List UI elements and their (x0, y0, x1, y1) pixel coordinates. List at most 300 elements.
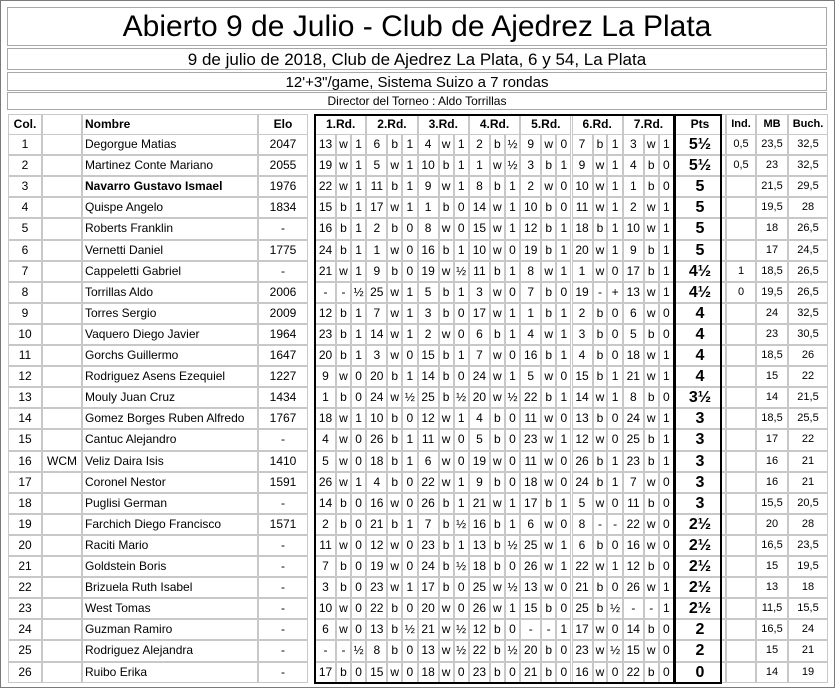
round-7-color: b (644, 155, 659, 176)
round-4-opponent: 22 (469, 640, 490, 662)
row-rank: 21 (8, 556, 42, 577)
round-7-result: 0 (659, 176, 674, 197)
round-5-opponent: 1 (520, 303, 541, 324)
row-points: 3½ (674, 387, 726, 408)
round-1-result: 0 (351, 598, 366, 619)
round-1-opponent: 12 (315, 303, 336, 324)
round-3-color: w (439, 218, 454, 240)
round-6-color: - (593, 282, 608, 303)
round-7-result: 1 (659, 282, 674, 303)
round-6-result: 1 (607, 218, 622, 240)
round-1-opponent: 13 (315, 134, 336, 155)
row-rank: 14 (8, 408, 42, 429)
round-3-result: 0 (454, 303, 469, 324)
round-2-opponent: 2 (366, 218, 387, 240)
row-mb: 15 (756, 556, 788, 577)
round-6-opponent: 9 (572, 155, 593, 176)
round-7-opponent: 24 (623, 408, 644, 429)
round-7-color: b (644, 556, 659, 577)
round-5-opponent: 3 (520, 155, 541, 176)
round-3-opponent: 2 (418, 324, 439, 345)
round-1-opponent: 11 (315, 535, 336, 556)
round-2-result: 1 (402, 176, 417, 197)
round-1-color: w (336, 535, 351, 556)
round-2-opponent: 26 (366, 429, 387, 451)
row-title (42, 282, 82, 303)
round-7-color: w (644, 282, 659, 303)
round-5-color: b (541, 387, 556, 408)
round-7-color: b (644, 429, 659, 451)
round-4-color: b (490, 619, 505, 640)
round-5-result: 0 (556, 640, 571, 662)
row-points: 2 (674, 640, 726, 662)
round-1-result: 1 (351, 197, 366, 218)
row-title (42, 493, 82, 514)
row-ind: 0 (726, 282, 756, 303)
round-4-color: w (490, 197, 505, 218)
round-7-opponent: 3 (623, 134, 644, 155)
row-title (42, 619, 82, 640)
round-3-result: 1 (454, 240, 469, 261)
round-7-color: w (644, 514, 659, 535)
row-mb: 16,5 (756, 535, 788, 556)
round-2-opponent: 21 (366, 514, 387, 535)
round-3-color: b (439, 366, 454, 387)
row-rank: 5 (8, 218, 42, 240)
round-7-color: w (644, 197, 659, 218)
round-5-opponent: 16 (520, 345, 541, 366)
row-ind (726, 514, 756, 535)
round-1-result: 0 (351, 577, 366, 598)
round-5-color: b (541, 493, 556, 514)
round-4-result: 0 (505, 408, 520, 429)
round-7-opponent: 26 (623, 577, 644, 598)
round-1-color: w (336, 408, 351, 429)
round-5-opponent: 12 (520, 218, 541, 240)
round-1-result: 1 (351, 345, 366, 366)
round-4-opponent: 10 (469, 240, 490, 261)
header-mb: MB (756, 114, 788, 135)
round-2-color: w (387, 387, 402, 408)
round-1-result: ½ (351, 640, 366, 662)
round-1-color: b (336, 662, 351, 683)
row-ind (726, 640, 756, 662)
round-2-color: b (387, 218, 402, 240)
row-title (42, 598, 82, 619)
round-4-result: 1 (505, 261, 520, 282)
round-3-result: ½ (454, 619, 469, 640)
round-7-color: w (644, 472, 659, 493)
round-6-color: b (593, 451, 608, 472)
round-6-result: 1 (607, 387, 622, 408)
round-5-color: w (541, 261, 556, 282)
row-rank: 23 (8, 598, 42, 619)
round-2-opponent: 20 (366, 366, 387, 387)
round-3-color: w (439, 598, 454, 619)
round-2-color: w (387, 324, 402, 345)
round-7-color: b (644, 619, 659, 640)
round-6-opponent: 11 (572, 197, 593, 218)
round-4-result: ½ (505, 577, 520, 598)
round-4-color: b (490, 429, 505, 451)
round-7-result: 1 (659, 218, 674, 240)
round-3-result: 0 (454, 366, 469, 387)
round-4-opponent: 11 (469, 261, 490, 282)
tournament-subtitle: 9 de julio de 2018, Club de Ajedrez La Plata, 6 y 54, La Plata (7, 48, 827, 70)
round-3-color: b (439, 556, 454, 577)
round-7-color: b (644, 662, 659, 683)
round-6-opponent: 23 (572, 640, 593, 662)
round-6-color: w (593, 197, 608, 218)
round-7-color: b (644, 493, 659, 514)
round-5-result: 1 (556, 261, 571, 282)
row-points: 3 (674, 408, 726, 429)
round-1-opponent: 6 (315, 619, 336, 640)
round-7-result: 0 (659, 303, 674, 324)
round-6-color: w (593, 261, 608, 282)
round-7-result: 0 (659, 472, 674, 493)
round-6-color: b (593, 598, 608, 619)
row-elo: 2047 (258, 134, 308, 155)
row-elo: 1591 (258, 472, 308, 493)
row-title (42, 240, 82, 261)
round-6-opponent: 20 (572, 240, 593, 261)
round-5-result: 1 (556, 387, 571, 408)
round-7-opponent: 10 (623, 218, 644, 240)
round-4-result: 0 (505, 619, 520, 640)
round-7-color: w (644, 535, 659, 556)
round-1-opponent: 5 (315, 451, 336, 472)
round-6-opponent: 19 (572, 282, 593, 303)
round-3-color: w (439, 472, 454, 493)
round-3-opponent: 10 (418, 155, 439, 176)
round-6-color: - (593, 514, 608, 535)
round-1-result: 0 (351, 556, 366, 577)
round-3-opponent: 20 (418, 598, 439, 619)
round-4-result: 0 (505, 282, 520, 303)
round-3-result: 0 (454, 218, 469, 240)
row-ind (726, 303, 756, 324)
round-5-opponent: 7 (520, 282, 541, 303)
row-player-name: Ruibo Erika (82, 662, 258, 683)
row-player-name: Cappeletti Gabriel (82, 261, 258, 282)
row-title (42, 218, 82, 240)
round-4-opponent: 5 (469, 429, 490, 451)
round-5-opponent: 18 (520, 472, 541, 493)
round-4-result: 0 (505, 345, 520, 366)
round-2-color: b (387, 366, 402, 387)
row-points: 3 (674, 493, 726, 514)
round-2-opponent: 3 (366, 345, 387, 366)
round-7-opponent: 12 (623, 556, 644, 577)
row-buch: 32,5 (788, 303, 828, 324)
row-mb: 23 (756, 155, 788, 176)
round-2-result: 0 (402, 345, 417, 366)
round-4-color: w (490, 387, 505, 408)
round-3-result: 1 (454, 472, 469, 493)
round-3-opponent: 12 (418, 408, 439, 429)
round-6-color: b (593, 324, 608, 345)
round-2-opponent: 6 (366, 134, 387, 155)
row-player-name: Guzman Ramiro (82, 619, 258, 640)
round-7-result: 1 (659, 429, 674, 451)
row-elo: - (258, 493, 308, 514)
round-2-color: b (387, 408, 402, 429)
row-points: 5 (674, 176, 726, 197)
row-player-name: Gorchs Guillermo (82, 345, 258, 366)
round-7-color: w (644, 345, 659, 366)
row-elo: - (258, 577, 308, 598)
round-1-opponent: 17 (315, 662, 336, 683)
round-7-opponent: 21 (623, 366, 644, 387)
row-ind (726, 662, 756, 683)
round-3-opponent: 5 (418, 282, 439, 303)
row-points: 5½ (674, 134, 726, 155)
row-title (42, 472, 82, 493)
row-mb: 11,5 (756, 598, 788, 619)
row-mb: 18,5 (756, 345, 788, 366)
round-3-result: 0 (454, 451, 469, 472)
round-5-result: 1 (556, 535, 571, 556)
round-6-result: 0 (607, 493, 622, 514)
round-2-result: 0 (402, 218, 417, 240)
round-7-result: 1 (659, 261, 674, 282)
round-5-opponent: 15 (520, 598, 541, 619)
round-3-result: ½ (454, 556, 469, 577)
row-title (42, 134, 82, 155)
row-title (42, 366, 82, 387)
round-4-color: b (490, 640, 505, 662)
row-points: 3 (674, 472, 726, 493)
round-7-result: 0 (659, 324, 674, 345)
row-ind (726, 387, 756, 408)
round-1-result: 0 (351, 619, 366, 640)
round-7-result: 0 (659, 556, 674, 577)
round-7-result: 0 (659, 640, 674, 662)
round-1-color: w (336, 472, 351, 493)
row-elo: - (258, 261, 308, 282)
round-1-result: 1 (351, 303, 366, 324)
round-1-opponent: 3 (315, 577, 336, 598)
round-7-color: b (644, 387, 659, 408)
round-5-color: w (541, 429, 556, 451)
round-1-color: - (336, 282, 351, 303)
round-5-result: 0 (556, 451, 571, 472)
header-round-4: 4.Rd. (469, 114, 520, 135)
round-2-color: b (387, 640, 402, 662)
round-3-result: 1 (454, 345, 469, 366)
round-4-result: ½ (505, 640, 520, 662)
round-2-result: 1 (402, 197, 417, 218)
round-1-opponent: 7 (315, 556, 336, 577)
round-4-result: 0 (505, 556, 520, 577)
round-4-color: w (490, 598, 505, 619)
round-6-result: 1 (607, 155, 622, 176)
round-1-opponent: 24 (315, 240, 336, 261)
round-3-result: 1 (454, 493, 469, 514)
round-2-opponent: 12 (366, 535, 387, 556)
round-4-opponent: 21 (469, 493, 490, 514)
round-6-color: b (593, 408, 608, 429)
round-7-color: - (644, 598, 659, 619)
round-5-color: b (541, 662, 556, 683)
round-4-result: 0 (505, 429, 520, 451)
round-4-color: w (490, 451, 505, 472)
round-1-result: 0 (351, 429, 366, 451)
row-ind (726, 493, 756, 514)
row-elo: 1571 (258, 514, 308, 535)
row-title (42, 197, 82, 218)
round-1-color: b (336, 556, 351, 577)
round-6-color: b (593, 134, 608, 155)
row-mb: 23 (756, 324, 788, 345)
row-buch: 30,5 (788, 324, 828, 345)
round-5-result: 1 (556, 303, 571, 324)
round-2-color: w (387, 577, 402, 598)
round-2-color: b (387, 451, 402, 472)
round-3-result: ½ (454, 640, 469, 662)
row-ind (726, 218, 756, 240)
header-title (42, 114, 82, 135)
round-3-color: b (439, 345, 454, 366)
round-3-color: b (439, 514, 454, 535)
round-7-result: 0 (659, 387, 674, 408)
row-mb: 23,5 (756, 134, 788, 155)
round-2-result: 0 (402, 240, 417, 261)
round-1-result: 0 (351, 514, 366, 535)
round-2-color: b (387, 134, 402, 155)
round-1-color: w (336, 451, 351, 472)
row-player-name: Coronel Nestor (82, 472, 258, 493)
round-5-result: 0 (556, 366, 571, 387)
row-points: 5½ (674, 155, 726, 176)
row-buch: 22 (788, 429, 828, 451)
round-3-color: w (439, 176, 454, 197)
round-7-opponent: 7 (623, 472, 644, 493)
round-4-opponent: 17 (469, 303, 490, 324)
header-round-5: 5.Rd. (520, 114, 571, 135)
round-1-result: 0 (351, 366, 366, 387)
round-7-color: w (644, 134, 659, 155)
round-7-color: w (644, 218, 659, 240)
round-1-color: b (336, 493, 351, 514)
round-5-color: b (541, 345, 556, 366)
round-3-opponent: 23 (418, 535, 439, 556)
row-player-name: Navarro Gustavo Ismael (82, 176, 258, 197)
row-elo: 1767 (258, 408, 308, 429)
round-6-result: 0 (607, 429, 622, 451)
row-ind (726, 619, 756, 640)
round-2-color: b (387, 472, 402, 493)
round-3-result: 0 (454, 197, 469, 218)
row-rank: 3 (8, 176, 42, 197)
round-2-result: 1 (402, 155, 417, 176)
round-1-opponent: 1 (315, 387, 336, 408)
round-1-color: b (336, 197, 351, 218)
row-ind (726, 577, 756, 598)
round-3-color: b (439, 387, 454, 408)
round-7-opponent: 1 (623, 176, 644, 197)
round-6-result: 1 (607, 451, 622, 472)
row-rank: 26 (8, 662, 42, 683)
row-mb: 20 (756, 514, 788, 535)
row-points: 3 (674, 451, 726, 472)
row-mb: 18,5 (756, 261, 788, 282)
round-1-opponent: 2 (315, 514, 336, 535)
tournament-title: Abierto 9 de Julio - Club de Ajedrez La Plata (7, 7, 827, 46)
row-points: 2½ (674, 577, 726, 598)
row-title (42, 662, 82, 683)
row-player-name: West Tomas (82, 598, 258, 619)
round-6-opponent: 16 (572, 662, 593, 683)
round-5-opponent: 20 (520, 640, 541, 662)
round-6-result: 0 (607, 324, 622, 345)
row-points: 2 (674, 619, 726, 640)
round-4-opponent: 14 (469, 197, 490, 218)
round-6-result: 1 (607, 176, 622, 197)
round-2-opponent: 11 (366, 176, 387, 197)
row-points: 4½ (674, 261, 726, 282)
round-2-color: b (387, 176, 402, 197)
round-1-result: 1 (351, 218, 366, 240)
round-6-result: 0 (607, 662, 622, 683)
round-5-color: b (541, 282, 556, 303)
round-6-color: w (593, 155, 608, 176)
round-7-opponent: 18 (623, 345, 644, 366)
row-buch: 32,5 (788, 155, 828, 176)
row-elo: 2055 (258, 155, 308, 176)
round-4-result: 1 (505, 218, 520, 240)
round-5-opponent: 2 (520, 176, 541, 197)
round-3-opponent: 15 (418, 345, 439, 366)
round-7-result: 1 (659, 451, 674, 472)
row-rank: 8 (8, 282, 42, 303)
row-buch: 21 (788, 640, 828, 662)
round-4-opponent: 18 (469, 556, 490, 577)
round-3-opponent: 3 (418, 303, 439, 324)
round-4-opponent: 8 (469, 176, 490, 197)
row-ind (726, 197, 756, 218)
row-mb: 15 (756, 366, 788, 387)
round-6-result: 0 (607, 345, 622, 366)
round-2-color: w (387, 197, 402, 218)
round-2-color: w (387, 535, 402, 556)
round-4-color: w (490, 577, 505, 598)
round-7-opponent: 22 (623, 662, 644, 683)
round-3-opponent: 6 (418, 451, 439, 472)
round-2-opponent: 15 (366, 662, 387, 683)
row-rank: 13 (8, 387, 42, 408)
round-1-color: b (336, 514, 351, 535)
round-1-result: 0 (351, 493, 366, 514)
row-player-name: Roberts Franklin (82, 218, 258, 240)
round-3-result: 1 (454, 282, 469, 303)
row-points: 5 (674, 197, 726, 218)
round-5-opponent: 8 (520, 261, 541, 282)
row-mb: 14 (756, 662, 788, 683)
round-1-opponent: 16 (315, 218, 336, 240)
round-3-result: 1 (454, 155, 469, 176)
round-6-opponent: 6 (572, 535, 593, 556)
round-5-color: w (541, 577, 556, 598)
round-2-color: w (387, 240, 402, 261)
row-elo: 1647 (258, 345, 308, 366)
round-1-result: 1 (351, 176, 366, 197)
row-mb: 17 (756, 429, 788, 451)
header-col: Col. (8, 114, 42, 135)
round-4-color: b (490, 408, 505, 429)
round-6-color: w (593, 662, 608, 683)
